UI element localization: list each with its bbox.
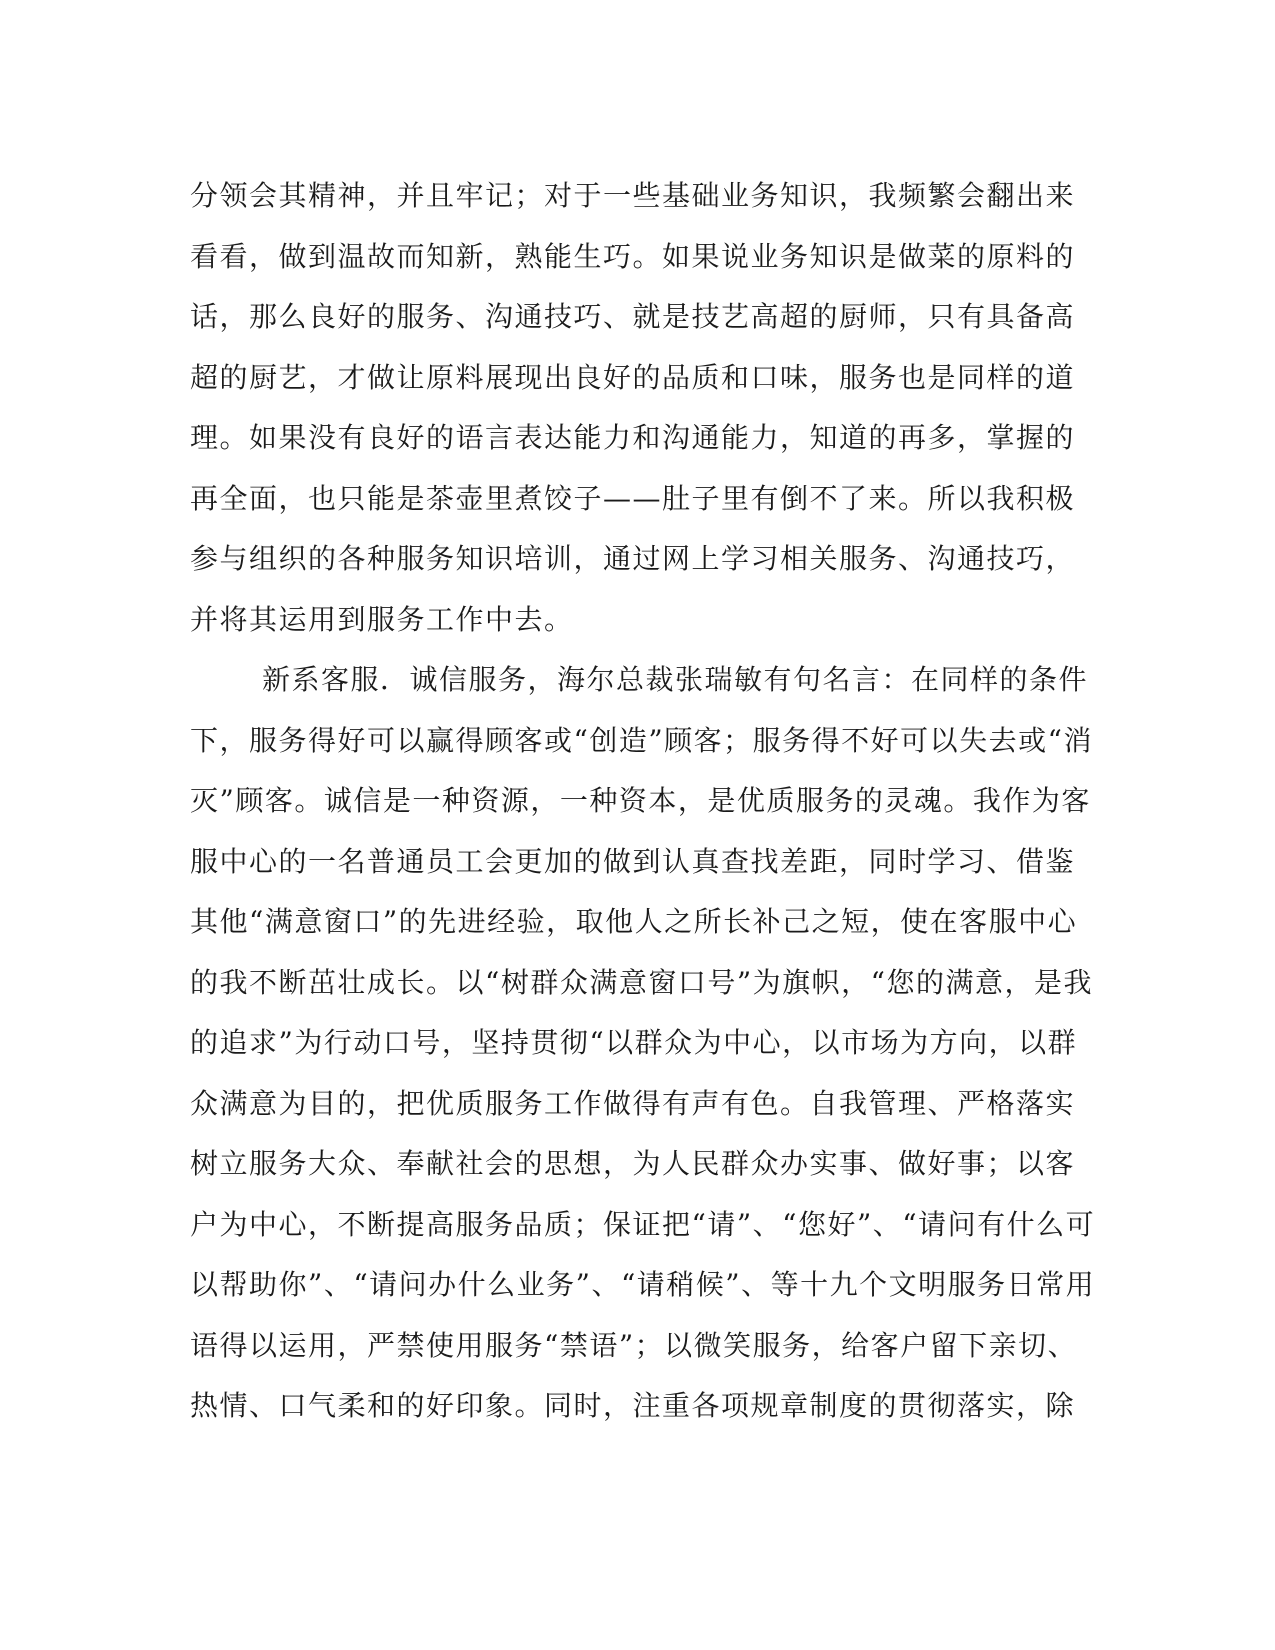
paragraph-line: 树立服务大众、奉献社会的思想，为人民群众办实事、做好事；以客 — [190, 1147, 1076, 1180]
paragraph-line: 户为中心，不断提高服务品质；保证把“请”、“您好”、“请问有什么可 — [190, 1207, 1096, 1241]
paragraph-2 — [190, 650, 1096, 1437]
paragraph-line: 分领会其精神，并且牢记；对于一些基础业务知识，我频繁会翻出来 — [190, 179, 1076, 212]
paragraph-line: 再全面，也只能是茶壶里煮饺子——肚子里有倒不了来。所以我积极 — [190, 481, 1076, 515]
paragraph-line: 服中心的一名普通员工会更加的做到认真查找差距，同时学习、借鉴 — [190, 844, 1076, 878]
paragraph-line: 的追求”为行动口号，坚持贯彻“以群众为中心，以市场为方向，以群 — [190, 1026, 1078, 1059]
paragraph-line: 话，那么良好的服务、沟通技巧、就是技艺高超的厨师，只有具备高 — [190, 300, 1076, 333]
paragraph-line: 灭”顾客。诚信是一种资源，一种资本，是优质服务的灵魂。我作为客 — [190, 784, 1091, 817]
paragraph-line: 并将其运用到服务工作中去。 — [190, 602, 574, 636]
paragraph-line: 热情、口气柔和的好印象。同时，注重各项规章制度的贯彻落实，除 — [190, 1389, 1076, 1422]
paragraph-1 — [190, 166, 1076, 650]
paragraph-line: 的我不断茁壮成长。以“树群众满意窗口号”为旗帜，“您的满意，是我 — [190, 965, 1093, 999]
paragraph-line: 以帮助你”、“请问办什么业务”、“请稍候”、等十九个文明服务日常用 — [190, 1268, 1096, 1301]
paragraph-line: 看看，做到温故而知新，熟能生巧。如果说业务知识是做菜的原料的 — [190, 239, 1076, 273]
paragraph-line: 语得以运用，严禁使用服务“禁语”；以微笑服务，给客户留下亲切、 — [190, 1328, 1078, 1362]
paragraph-line: 新系客服．诚信服务，海尔总裁张瑞敏有句名言：在同样的条件 — [262, 663, 1089, 696]
paragraph-line: 参与组织的各种服务知识培训，通过网上学习相关服务、沟通技巧， — [190, 542, 1076, 575]
paragraph-line: 其他“满意窗口”的先进经验，取他人之所长补己之短，使在客服中心 — [190, 905, 1078, 938]
paragraph-line: 超的厨艺，才做让原料展现出良好的品质和口味，服务也是同样的道 — [190, 360, 1076, 394]
paragraph-line: 下，服务得好可以赢得顾客或“创造”顾客；服务得不好可以失去或“消 — [190, 723, 1093, 757]
paragraph-line: 理。如果没有良好的语言表达能力和沟通能力，知道的再多，掌握的 — [190, 421, 1076, 454]
paragraph-line: 众满意为目的，把优质服务工作做得有声有色。自我管理、严格落实 — [190, 1086, 1076, 1120]
